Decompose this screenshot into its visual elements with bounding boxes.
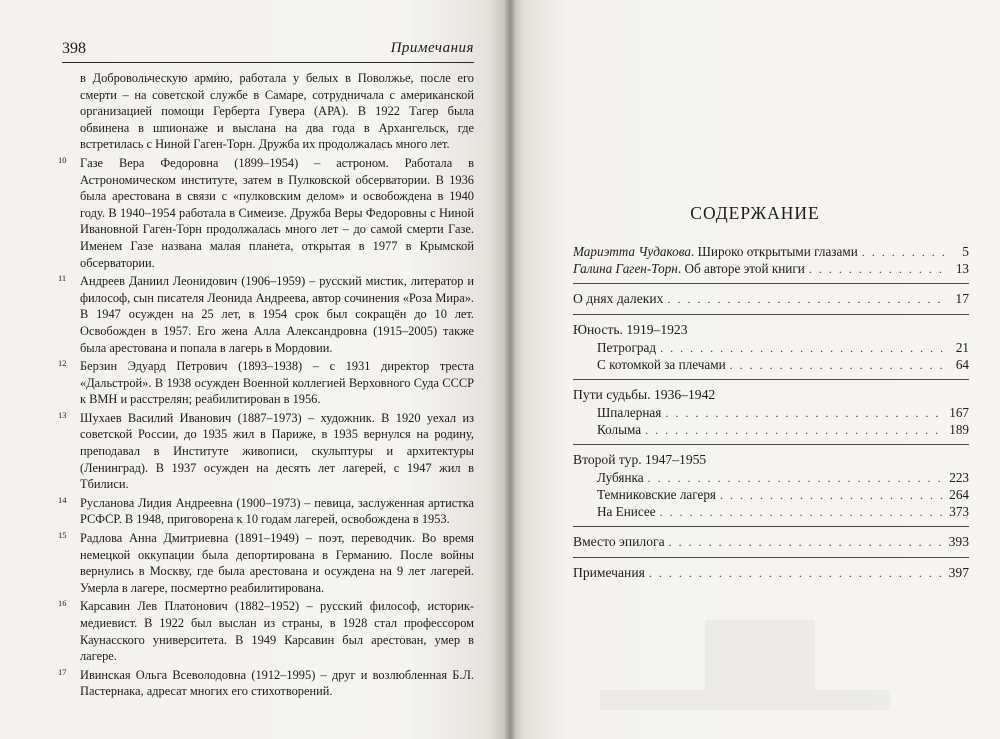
toc-entry[interactable] [573, 404, 969, 421]
toc-entry[interactable] [573, 356, 969, 373]
leader-dots [730, 357, 947, 374]
leader-dots [660, 504, 946, 521]
toc-entry-label: Петроград [597, 340, 657, 355]
table-of-contents [573, 243, 969, 582]
leader-dots [665, 405, 945, 422]
toc-entry-label: О днях далеких [573, 291, 664, 306]
page-number: 398 [62, 40, 86, 57]
note-item [58, 273, 474, 356]
toc-divider [573, 314, 969, 315]
leader-dots [862, 244, 947, 261]
toc-entry-label: Темниковские лагеря [597, 487, 716, 502]
toc-entry-label: Примечания [573, 565, 645, 580]
notes-list [58, 70, 474, 702]
note-item [58, 494, 474, 528]
toc-entry[interactable] [573, 290, 969, 308]
toc-section-label: Второй тур. 1947–1955 [573, 452, 707, 467]
toc-page-number: 393 [948, 534, 969, 549]
toc-page-number: 189 [949, 422, 969, 437]
toc-page-number: 21 [955, 340, 969, 355]
toc-entry[interactable] [573, 339, 969, 356]
toc-divider [573, 557, 969, 558]
toc-page-number: 17 [955, 291, 969, 306]
toc-section-label: Пути судьбы. 1936–1942 [573, 387, 716, 402]
note-item [58, 530, 474, 596]
note-number: 11 [58, 273, 67, 284]
toc-entry-label: Лубянка [597, 470, 644, 485]
toc-title-text: . Широко открытыми глазами [690, 244, 858, 259]
note-number: 16 [58, 598, 67, 609]
toc-divider [573, 526, 969, 527]
toc-author: Галина Гаген-Торн [573, 261, 678, 276]
toc-entry-label: Колыма [597, 422, 642, 437]
note-text: Берзин Эдуард Петрович (1893–1938) – с 1931 директор треста «Дальстрой». В 1938 осужден Военной коллегией Верховного Суда СССР к ВМН и расстрелян; реабилитирован в 1956. [80, 359, 474, 407]
toc-title: СОДЕРЖАНИЕ [690, 203, 820, 223]
note-text: Ивинская Ольга Всеволодовна (1912–1995) – друг и возлюбленная Б.Л. Пастернака, адресат многих его стихотворений. [80, 667, 474, 699]
toc-divider [573, 283, 969, 284]
toc-entry-label: На Енисее [597, 504, 656, 519]
toc-entry[interactable] [573, 243, 969, 260]
note-item [58, 409, 474, 493]
note-number: 14 [58, 494, 67, 505]
leader-dots [669, 533, 945, 551]
toc-section-head [573, 451, 969, 469]
show-through-mark [705, 620, 815, 690]
note-number: 12 [58, 358, 67, 369]
toc-page-number: 373 [949, 504, 969, 519]
toc-entry-label [573, 243, 858, 260]
note-text: Карсавин Лев Платонович (1882–1952) – русский философ, историк-медиевист. В 1922 был выслан из страны, в 1928 стал профессором Каунасского университета. В 1949 Карсавин был арестован, умер в лагере. [80, 599, 474, 664]
toc-entry[interactable] [573, 533, 969, 551]
toc-section-label: Юность. 1919–1923 [573, 322, 688, 337]
toc-entry[interactable] [573, 486, 969, 503]
toc-author: Мариэтта Чудакова [573, 244, 691, 259]
running-head: Примечания [390, 40, 474, 56]
toc-entry-label: С котомкой за плечами [597, 357, 726, 372]
leader-dots [667, 290, 947, 308]
note-text: Андреев Даниил Леонидович (1906–1959) – русский мистик, литератор и философ, сын писателя Леонида Андреева, автор сочинения «Роза Мира». В 1947 осужден на 25 лет, в 1954 срок был сокращён до 10 лет. Освобожден в 1957. Его жена Алла Александровна (1915–2005) также была арестована и попала в лагерь в Мордовии. [80, 274, 474, 355]
note-text: Шухаев Василий Иванович (1887–1973) – художник. В 1920 уехал из советской России, до 1935 жил в Париже, в 1935 вернулся на родину, преподавал в Институте живописи, скульптуры и архитектуры (Ленинград). В 1937 осужден на десять лет лагерей, с 1947 жил в Тбилиси. [80, 410, 474, 492]
leader-dots [809, 261, 947, 278]
toc-page-number: 13 [955, 261, 969, 276]
toc-page-number: 5 [962, 244, 969, 259]
leader-dots [648, 470, 946, 487]
leader-dots [645, 422, 945, 439]
toc-page-number: 167 [949, 405, 969, 420]
toc-divider [573, 379, 969, 380]
leader-dots [720, 487, 945, 504]
toc-divider [573, 444, 969, 445]
show-through-mark [600, 690, 890, 710]
note-item [58, 598, 474, 664]
toc-entry-label: Вместо эпилога [573, 534, 665, 549]
leader-dots [649, 564, 945, 582]
note-item [58, 358, 474, 408]
toc-title-text: . Об авторе этой книги [677, 261, 805, 276]
toc-entry[interactable] [573, 503, 969, 520]
note-text: Радлова Анна Дмитриевна (1891–1949) – поэт, переводчик. Во время немецкой оккупации была депортирована в Германию. После войны вернулись в Москву, где была арестована и осуждена на 9 лет лагерей. Умерла в лагере, посмертно реабилитирована. [80, 531, 474, 595]
note-number: 13 [58, 409, 67, 420]
toc-section-head [573, 386, 969, 404]
toc-page-number: 223 [949, 470, 969, 485]
note-continuation: в Добровольческую армию, работала у белых в Поволжье, после его смерти – на советской службе в Самаре, сотрудничала с американской организацией помощи Герберта Гувера (АРА). В 1922 Тагер была обвинена в шпионаже и выслана на два года в Архангельск, где встретилась с Ниной Гаген-Торн. Дружба их продолжалась много лет. [80, 71, 474, 152]
toc-page-number: 64 [955, 357, 969, 372]
note-number: 17 [58, 666, 67, 677]
toc-entry[interactable] [573, 421, 969, 438]
toc-entry[interactable] [573, 469, 969, 486]
toc-entry-label: Шпалерная [597, 405, 662, 420]
toc-entry[interactable] [573, 564, 969, 582]
note-number: 15 [58, 530, 67, 541]
note-text: Русланова Лидия Андреевна (1900–1973) – певица, заслуженная артистка РСФСР. В 1948, приговорена к 10 годам лагерей, освобождена в 1953. [80, 495, 474, 527]
note-item [58, 154, 474, 271]
toc-entry[interactable] [573, 260, 969, 277]
left-page-header [62, 40, 474, 63]
note-item [58, 666, 474, 700]
note-number: 10 [58, 154, 67, 165]
toc-entry-label [573, 260, 805, 277]
toc-section-head [573, 321, 969, 339]
toc-page-number: 264 [949, 487, 969, 502]
note-text: Гaзе Вера Федоровна (1899–1954) – астроном. Работала в Астрономическом институте, затем в Пулковской обсерватории. В 1936 была арестована в связи с «пулковским делом» и освобождена в 1940 году. В 1940–1954 работала в Симеизе. Дружба Веры Федоровны с Ниной Ивановной Гаген-Торн продолжалась много лет – до самой смерти Газе. Именем Газе названа малая планета, открытая в 1977 в Крымской обсерватории. [80, 155, 474, 270]
book-gutter [505, 0, 515, 739]
toc-page-number: 397 [948, 565, 969, 580]
leader-dots [660, 340, 947, 357]
